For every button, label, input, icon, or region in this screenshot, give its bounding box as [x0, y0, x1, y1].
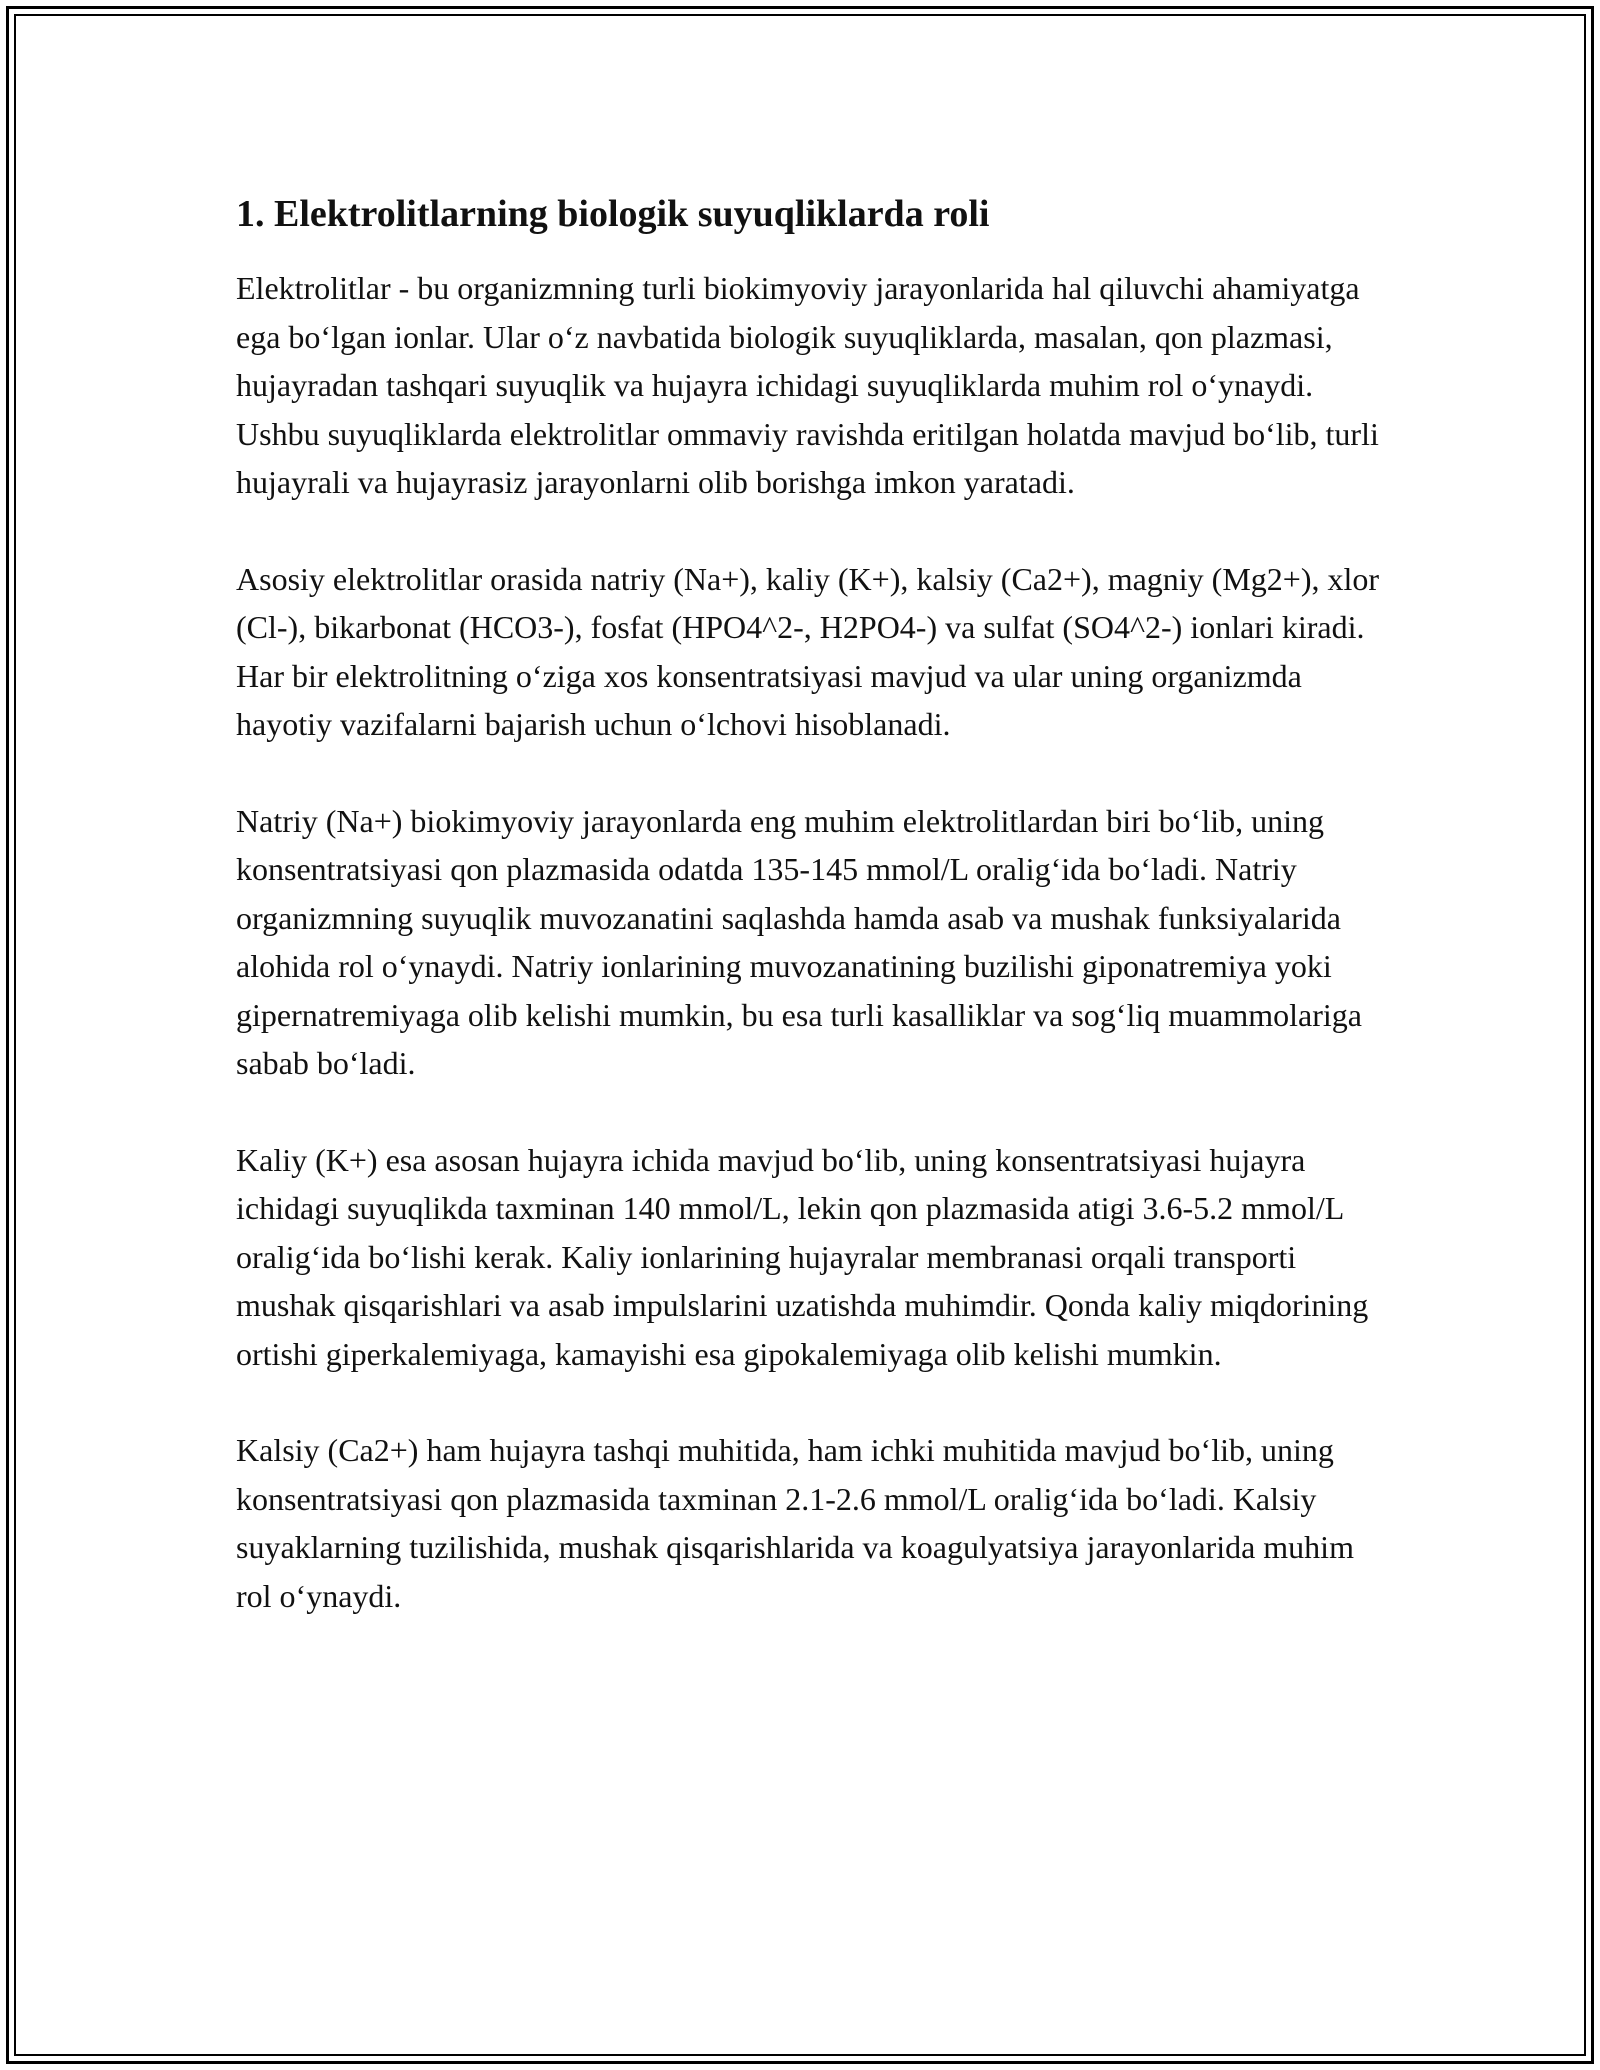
paragraph-intro: Elektrolitlar - bu organizmning turli biokimyoviy jarayonlarida hal qiluvchi ahamiyatga ega bo‘lgan ionlar. Ular o‘z navbatida biologik suyuqliklarda, masalan, qon plazmasi, hujayradan tashqari suyuqlik va hujayra ichidagi suyuqliklarda muhim rol o‘ynaydi. Ushbu suyuqliklarda elektrolitlar ommaviy ravishda eritilgan holatda mavjud bo‘lib, turli hujayrali va hujayrasiz jarayonlarni olib borishga imkon yaratadi.	[236, 270, 1379, 500]
section-heading: 1. Elektrolitlarning biologik suyuqliklarda roli	[236, 193, 990, 235]
document-body	[236, 186, 1386, 1620]
paragraph-calcium: Kalsiy (Ca2+) ham hujayra tashqi muhitida, ham ichki muhitida mavjud bo‘lib, uning konsentratsiyasi qon plazmasida taxminan 2.1-2.6 mmol/L oralig‘ida bo‘ladi. Kalsiy suyaklarning tuzilishida, mushak qisqarishlarida va koagulyatsiya jarayonlarida muhim rol o‘ynaydi.	[236, 1432, 1354, 1614]
paragraph-main-electrolytes: Asosiy elektrolitlar orasida natriy (Na+), kaliy (K+), kalsiy (Ca2+), magniy (Mg2+), xlor (Cl-), bikarbonat (HCO3-), fosfat (HPO4^2-, H2PO4-) va sulfat (SO4^2-) ionlari kiradi. Har bir elektrolitning o‘ziga xos konsentratsiyasi mavjud va ular uning organizmda hayotiy vazifalarni bajarish uchun o‘lchovi hisoblanadi.	[236, 560, 1380, 742]
paragraph-sodium: Natriy (Na+) biokimyoviy jarayonlarda eng muhim elektrolitlardan biri bo‘lib, uning konsentratsiyasi qon plazmasida odatda 135-145 mmol/L oralig‘ida bo‘ladi. Natriy organizmning suyuqlik muvozanatini saqlashda hamda asab va mushak funksiyalarida alohida rol o‘ynaydi. Natriy ionlarining muvozanatining buzilishi giponatremiya yoki gipernatremiyaga olib kelishi mumkin, bu esa turli kasalliklar va sog‘liq muammolariga sabab bo‘ladi.	[236, 802, 1362, 1081]
paragraph-potassium: Kaliy (K+) esa asosan hujayra ichida mavjud bo‘lib, uning konsentratsiyasi hujayra ichidagi suyuqlikda taxminan 140 mmol/L, lekin qon plazmasida atigi 3.6-5.2 mmol/L oralig‘ida bo‘lishi kerak. Kaliy ionlarining hujayralar membranasi orqali transporti mushak qisqarishlari va asab impulslarini uzatishda muhimdir. Qonda kaliy miqdorining ortishi giperkalemiyaga, kamayishi esa gipokalemiyaga olib kelishi mumkin.	[236, 1141, 1369, 1372]
